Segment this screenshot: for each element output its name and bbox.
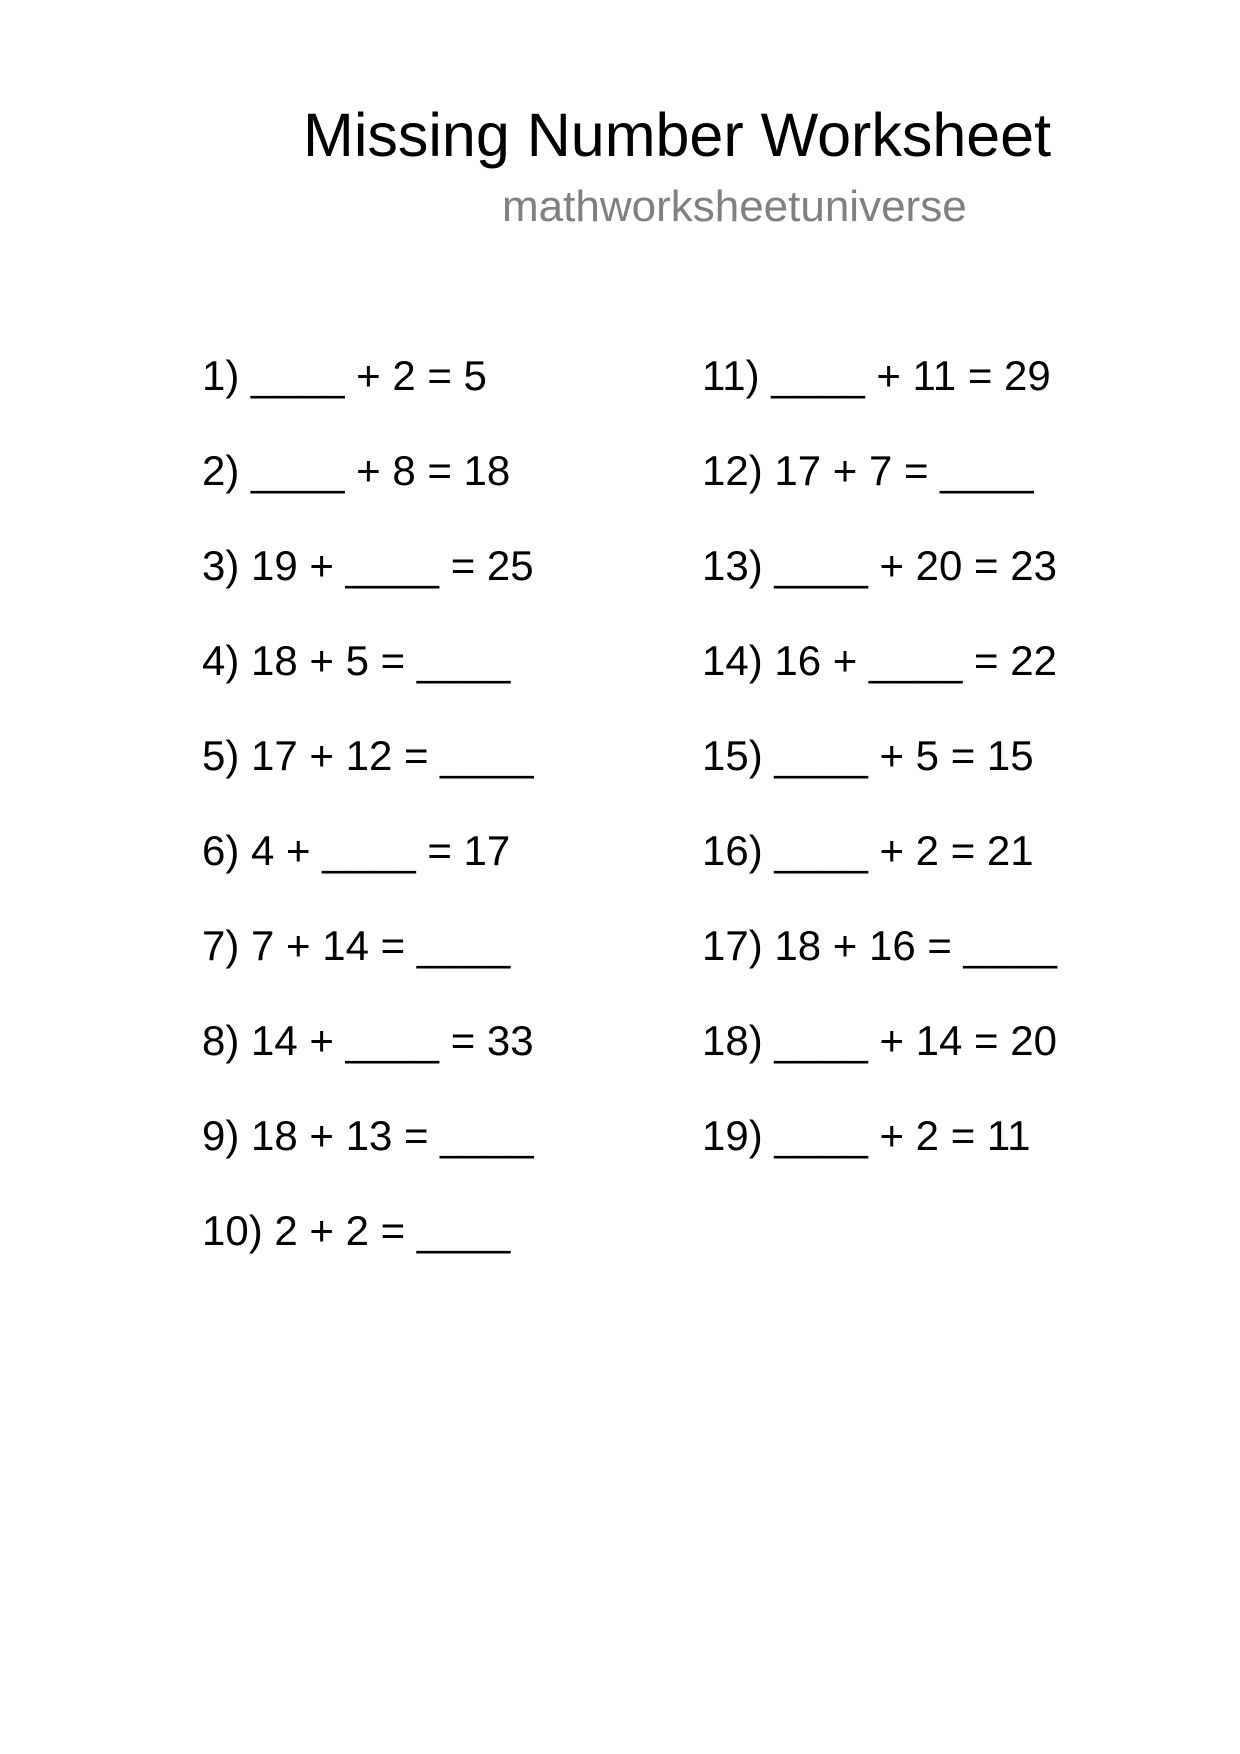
problem-13: 13) ____ + 20 = 23 — [702, 542, 1057, 589]
problem-5: 5) 17 + 12 = ____ — [202, 732, 534, 779]
problem-list-right — [702, 328, 1057, 1183]
problem-16: 16) ____ + 2 = 21 — [702, 827, 1034, 874]
problem-6: 6) 4 + ____ = 17 — [202, 827, 511, 874]
problem-11: 11) ____ + 11 = 29 — [702, 352, 1051, 399]
problem-7: 7) 7 + 14 = ____ — [202, 922, 511, 969]
problem-4: 4) 18 + 5 = ____ — [202, 637, 511, 684]
problem-14: 14) 16 + ____ = 22 — [702, 637, 1057, 684]
worksheet-title: Missing Number Worksheet — [303, 101, 1052, 169]
problem-17: 17) 18 + 16 = ____ — [702, 922, 1057, 969]
problem-8: 8) 14 + ____ = 33 — [202, 1017, 534, 1064]
problem-19: 19) ____ + 2 = 11 — [702, 1112, 1031, 1159]
problem-15: 15) ____ + 5 = 15 — [702, 732, 1034, 779]
worksheet-subtitle: mathworksheetuniverse — [502, 182, 967, 231]
problem-12: 12) 17 + 7 = ____ — [702, 447, 1034, 494]
problem-1: 1) ____ + 2 = 5 — [202, 352, 487, 399]
problem-list-left — [202, 328, 534, 1278]
problem-18: 18) ____ + 14 = 20 — [702, 1017, 1057, 1064]
problem-3: 3) 19 + ____ = 25 — [202, 542, 534, 589]
problem-10: 10) 2 + 2 = ____ — [202, 1207, 511, 1254]
problem-9: 9) 18 + 13 = ____ — [202, 1112, 534, 1159]
problem-2: 2) ____ + 8 = 18 — [202, 447, 511, 494]
